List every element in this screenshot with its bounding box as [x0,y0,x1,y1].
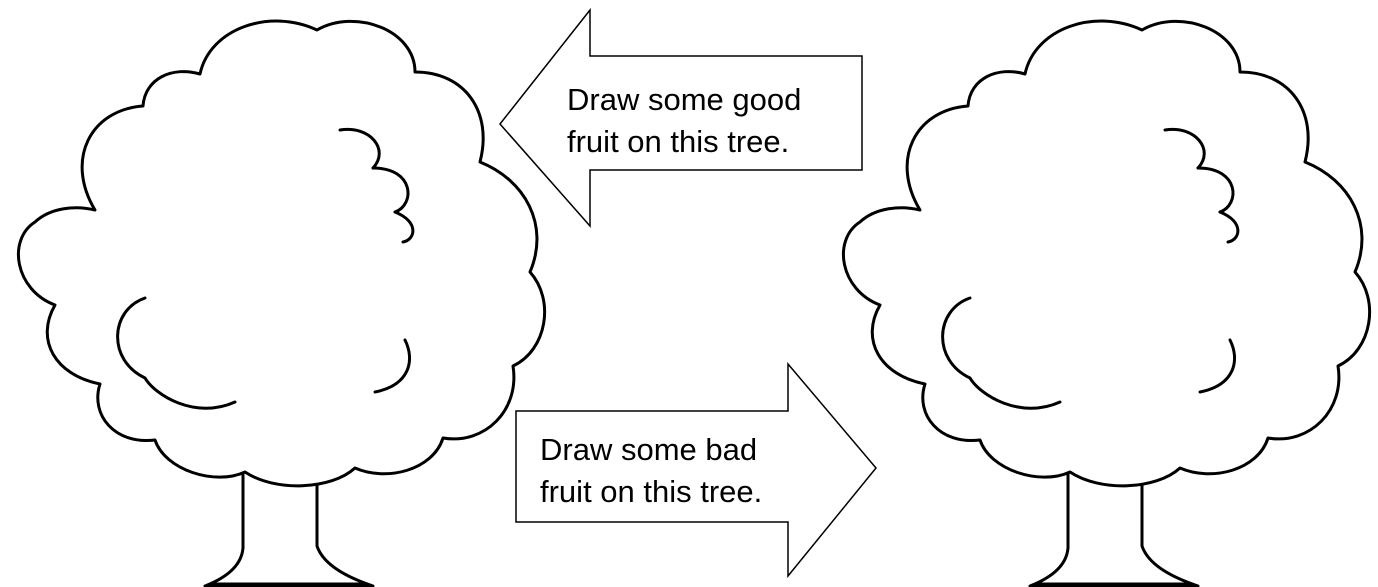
good-fruit-prompt-line-2: fruit on this tree. [567,124,790,159]
good-fruit-arrow [500,10,862,226]
bad-fruit-prompt-line-1: Draw some bad [540,432,758,467]
bad-fruit-prompt-line-2: fruit on this tree. [540,474,763,509]
left-tree [18,21,544,586]
right-tree [843,21,1369,586]
bad-fruit-arrow [516,364,876,576]
good-fruit-prompt-line-1: Draw some good [567,82,802,117]
